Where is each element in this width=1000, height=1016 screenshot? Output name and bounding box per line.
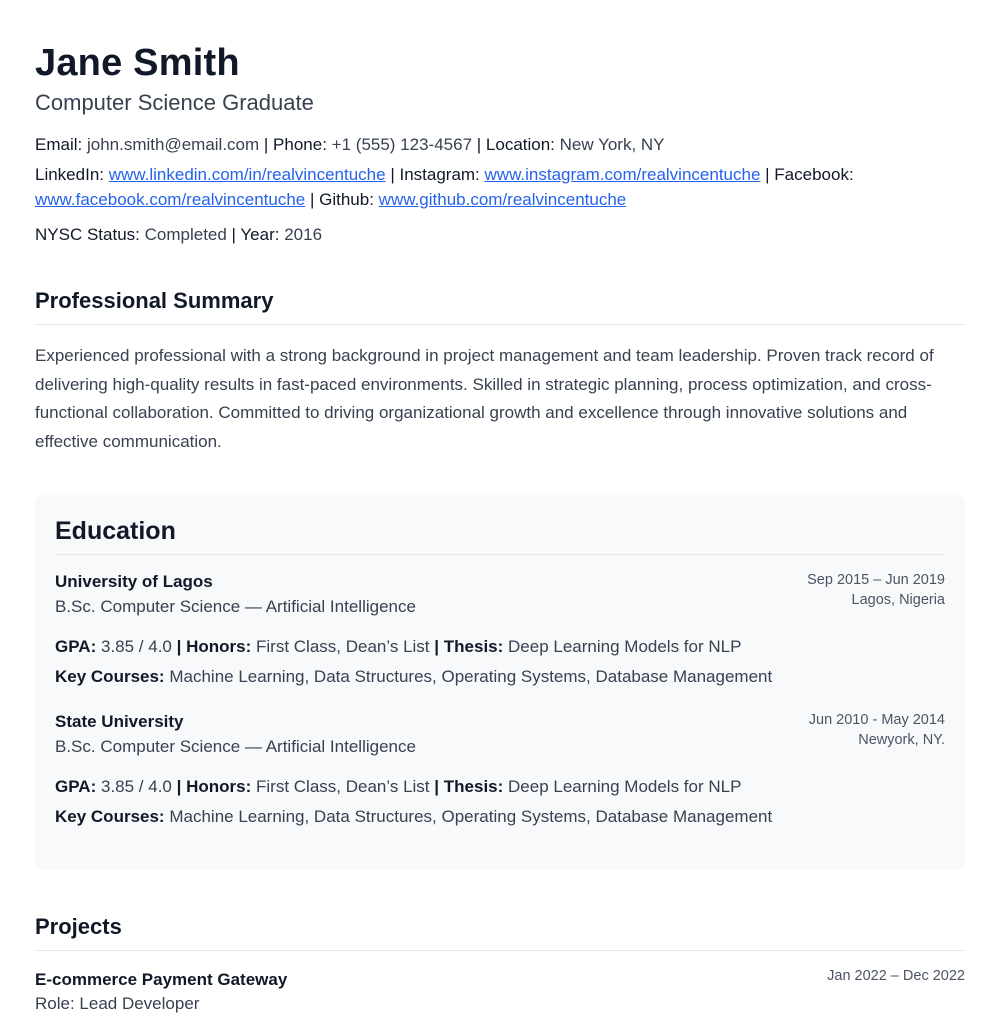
year-value: 2016	[284, 225, 323, 244]
courses-value: Machine Learning, Data Structures, Operating Systems, Database Management	[169, 667, 773, 686]
education-details	[55, 774, 945, 799]
contact-line-social	[35, 162, 965, 212]
email-value: john.smith@email.com	[86, 135, 260, 154]
education-section	[35, 495, 965, 870]
location-value: New York, NY	[559, 135, 665, 154]
gpa-label: GPA:	[55, 637, 97, 656]
separator: |	[305, 190, 320, 209]
contact-line-nysc	[35, 222, 965, 247]
education-meta	[809, 710, 945, 750]
education-meta	[807, 570, 945, 610]
nysc-label: NYSC Status:	[35, 225, 140, 244]
courses-label: Key Courses:	[55, 667, 165, 686]
projects-heading: Projects	[35, 914, 965, 951]
github-link[interactable]: www.github.com/realvincentuche	[378, 190, 627, 209]
education-location: Newyork, NY.	[858, 732, 945, 748]
honors-label: Honors:	[186, 777, 252, 796]
candidate-title: Computer Science Graduate	[35, 90, 314, 115]
separator: |	[259, 135, 274, 154]
honors-value: First Class, Dean’s List	[256, 777, 430, 796]
education-details	[55, 634, 945, 659]
education-heading: Education	[55, 517, 945, 555]
instagram-label: Instagram:	[399, 165, 480, 184]
thesis-label: Thesis:	[443, 777, 504, 796]
facebook-label: Facebook:	[774, 165, 854, 184]
education-courses	[55, 664, 945, 689]
school-name: University of Lagos	[55, 572, 213, 591]
thesis-value: Deep Learning Models for NLP	[508, 637, 742, 656]
gpa-value: 3.85 / 4.0	[100, 637, 172, 656]
gpa-value: 3.85 / 4.0	[100, 777, 172, 796]
education-dates: Jun 2010 - May 2014	[808, 712, 945, 728]
education-dates: Sep 2015 – Jun 2019	[807, 572, 945, 588]
summary-text: Experienced professional with a strong background in project management and team leadership. Proven track record of delivering high-quality results in fast-paced environments. Skilled in strategic planning, process optimization, and cross-functional collaboration. Committed to driving organizational growth and excellence through innovative solutions and effective communication.	[35, 346, 934, 451]
education-entry	[55, 570, 945, 689]
separator: |	[226, 225, 241, 244]
separator: |	[176, 637, 182, 656]
linkedin-link[interactable]: www.linkedin.com/in/realvincentuche	[108, 165, 386, 184]
year-label: Year:	[240, 225, 280, 244]
gpa-label: GPA:	[55, 777, 97, 796]
project-entry	[35, 968, 965, 1016]
separator: |	[434, 777, 440, 796]
separator: |	[472, 135, 486, 154]
linkedin-label: LinkedIn:	[35, 165, 104, 184]
thesis-label: Thesis:	[443, 637, 504, 656]
honors-label: Honors:	[186, 637, 252, 656]
courses-value: Machine Learning, Data Structures, Operating Systems, Database Management	[169, 807, 773, 826]
phone-value: +1 (555) 123-4567	[331, 135, 473, 154]
separator: |	[385, 165, 400, 184]
separator: |	[760, 165, 775, 184]
summary-heading: Professional Summary	[35, 288, 965, 325]
contact-line-primary	[35, 132, 965, 157]
instagram-link[interactable]: www.instagram.com/realvincentuche	[484, 165, 761, 184]
thesis-value: Deep Learning Models for NLP	[508, 777, 742, 796]
github-label: Github:	[319, 190, 374, 209]
separator: |	[434, 637, 440, 656]
project-name: E-commerce Payment Gateway	[35, 970, 288, 989]
school-name: State University	[55, 712, 184, 731]
education-courses	[55, 804, 945, 829]
education-location: Lagos, Nigeria	[851, 592, 945, 608]
location-label: Location:	[485, 135, 555, 154]
project-role: Role: Lead Developer	[35, 994, 200, 1013]
degree: B.Sc. Computer Science — Artificial Intelligence	[55, 597, 416, 616]
project-dates: Jan 2022 – Dec 2022	[827, 968, 965, 984]
degree: B.Sc. Computer Science — Artificial Intelligence	[55, 737, 416, 756]
candidate-name: Jane Smith	[35, 42, 240, 84]
email-label: Email:	[35, 135, 83, 154]
education-entry	[55, 710, 945, 829]
honors-value: First Class, Dean’s List	[256, 637, 430, 656]
courses-label: Key Courses:	[55, 807, 165, 826]
phone-label: Phone:	[273, 135, 327, 154]
separator: |	[176, 777, 182, 796]
nysc-value: Completed	[144, 225, 227, 244]
facebook-link[interactable]: www.facebook.com/realvincentuche	[35, 190, 306, 209]
